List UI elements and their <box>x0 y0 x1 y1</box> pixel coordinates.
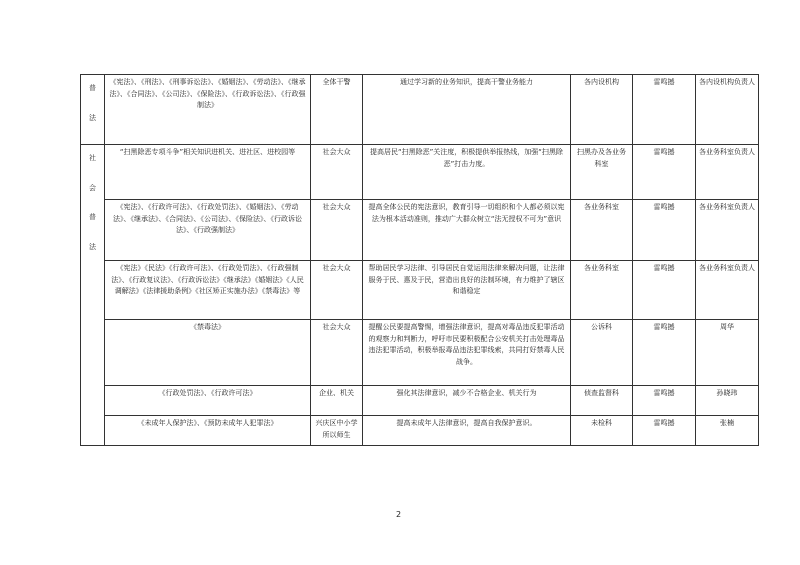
table-row <box>81 145 759 200</box>
audience-cell: 社会大众 <box>311 261 363 320</box>
goal-cell: 提高未成年人法律意识，提高自我保护意识。 <box>363 416 571 446</box>
audience-cell: 社会大众 <box>311 200 363 261</box>
audience-cell: 企业、机关 <box>311 386 363 416</box>
responsible-cell: 周华 <box>696 320 759 386</box>
lead-cell: 雷鸣撼 <box>633 386 696 416</box>
table-row <box>81 200 759 261</box>
dept-cell: 各内设机构 <box>571 75 633 145</box>
lead-cell: 雷鸣撼 <box>633 75 696 145</box>
goal-cell: 提高全体公民的宪法意识，教育引导一切组织和个人都必须以宪法为根本活动准则，推动广大群众树立“法无授权不可为”意识 <box>363 200 571 261</box>
goal-cell: 通过学习新的业务知识，提高干警业务能力 <box>363 75 571 145</box>
category-char: 社 <box>89 154 96 162</box>
responsible-cell: 各业务科室负责人 <box>696 200 759 261</box>
audience-cell: 社会大众 <box>311 320 363 386</box>
dept-cell: 侦查监督科 <box>571 386 633 416</box>
responsible-cell: 各业务科室负责人 <box>696 145 759 200</box>
goal-cell: 提高居民“扫黑除恶”关注度，积极提供举报热线，加强“扫黑除恶”打击力度。 <box>363 145 571 200</box>
category-char: 会 <box>89 183 96 192</box>
table-row <box>81 75 759 145</box>
laws-cell: 《行政处罚法》、《行政许可法》 <box>105 386 311 416</box>
dept-cell: 公诉科 <box>571 320 633 386</box>
category-char: 法 <box>89 113 96 122</box>
laws-cell: 《未成年人保护法》、《预防未成年人犯罪法》 <box>105 416 311 446</box>
responsible-cell: 孙晓玮 <box>696 386 759 416</box>
laws-cell: 《禁毒法》 <box>105 320 311 386</box>
dept-cell: 各业务科室 <box>571 261 633 320</box>
dept-cell: 各业务科室 <box>571 200 633 261</box>
dept-cell: 扫黑办及各业务科室 <box>571 145 633 200</box>
responsible-cell: 张楠 <box>696 416 759 446</box>
page-number: 2 <box>396 510 402 519</box>
goal-cell: 提醒公民要提高警惕，增强法律意识，提高对毒品违反犯罪活动的观察力和判断力，呼吁市民要积极配合公安机关打击处理毒品违法犯罪活动，积极举报毒品违法犯罪线索，共同打好禁毒人民战争。 <box>363 320 571 386</box>
responsible-cell: 各内设机构负责人 <box>696 75 759 145</box>
laws-cell: 《宪法》《民法》《行政许可法》、《行政处罚法》、《行政强制法》、《行政复议法》、《行政诉讼法》《继承法》《婚姻法》《人民调解法》《法律援助条例》《社区矫正实施办法》《禁毒法》等 <box>105 261 311 320</box>
law-popularization-table <box>80 74 759 446</box>
lead-cell: 雷鸣撼 <box>633 320 696 386</box>
laws-cell: 《宪法》、《刑法》、《刑事诉讼法》、《婚姻法》、《劳动法》、《继承法》、《合同法》、《公司法》、《保险法》、《行政诉讼法》、《行政强制法》 <box>105 75 311 145</box>
table-row <box>81 386 759 416</box>
table-row <box>81 320 759 386</box>
table-row <box>81 416 759 446</box>
goal-cell: 强化其法律意识，减少不合格企业、机关行为 <box>363 386 571 416</box>
category-char: 普 <box>89 213 96 221</box>
responsible-cell: 各业务科室负责人 <box>696 261 759 320</box>
laws-cell: “扫黑除恶专项斗争”相关知识进机关、进社区、进校园等 <box>105 145 311 200</box>
lead-cell: 雷鸣撼 <box>633 200 696 261</box>
category-char: 普 <box>89 84 96 92</box>
goal-cell: 帮助居民学习法律、引导居民自觉运用法律来解决问题，让法律服务于民、惠及于民，营造出良好的法制环境，有力维护了辖区和谐稳定 <box>363 261 571 320</box>
category-cell-pufa <box>81 75 105 145</box>
audience-cell: 社会大众 <box>311 145 363 200</box>
lead-cell: 雷鸣撼 <box>633 261 696 320</box>
laws-cell: 《宪法》、《行政许可法》、《行政处罚法》、《婚姻法》、《劳动法》、《继承法》、《合同法》、《公司法》、《保险法》、《行政诉讼法》、《行政强制法》 <box>105 200 311 261</box>
category-cell-shehui-pufa <box>81 145 105 446</box>
audience-cell: 兴庆区中小学所以师生 <box>311 416 363 446</box>
category-char: 法 <box>89 242 96 251</box>
audience-cell: 全体干警 <box>311 75 363 145</box>
table-row <box>81 261 759 320</box>
dept-cell: 未检科 <box>571 416 633 446</box>
lead-cell: 雷鸣撼 <box>633 145 696 200</box>
lead-cell: 雷鸣撼 <box>633 416 696 446</box>
